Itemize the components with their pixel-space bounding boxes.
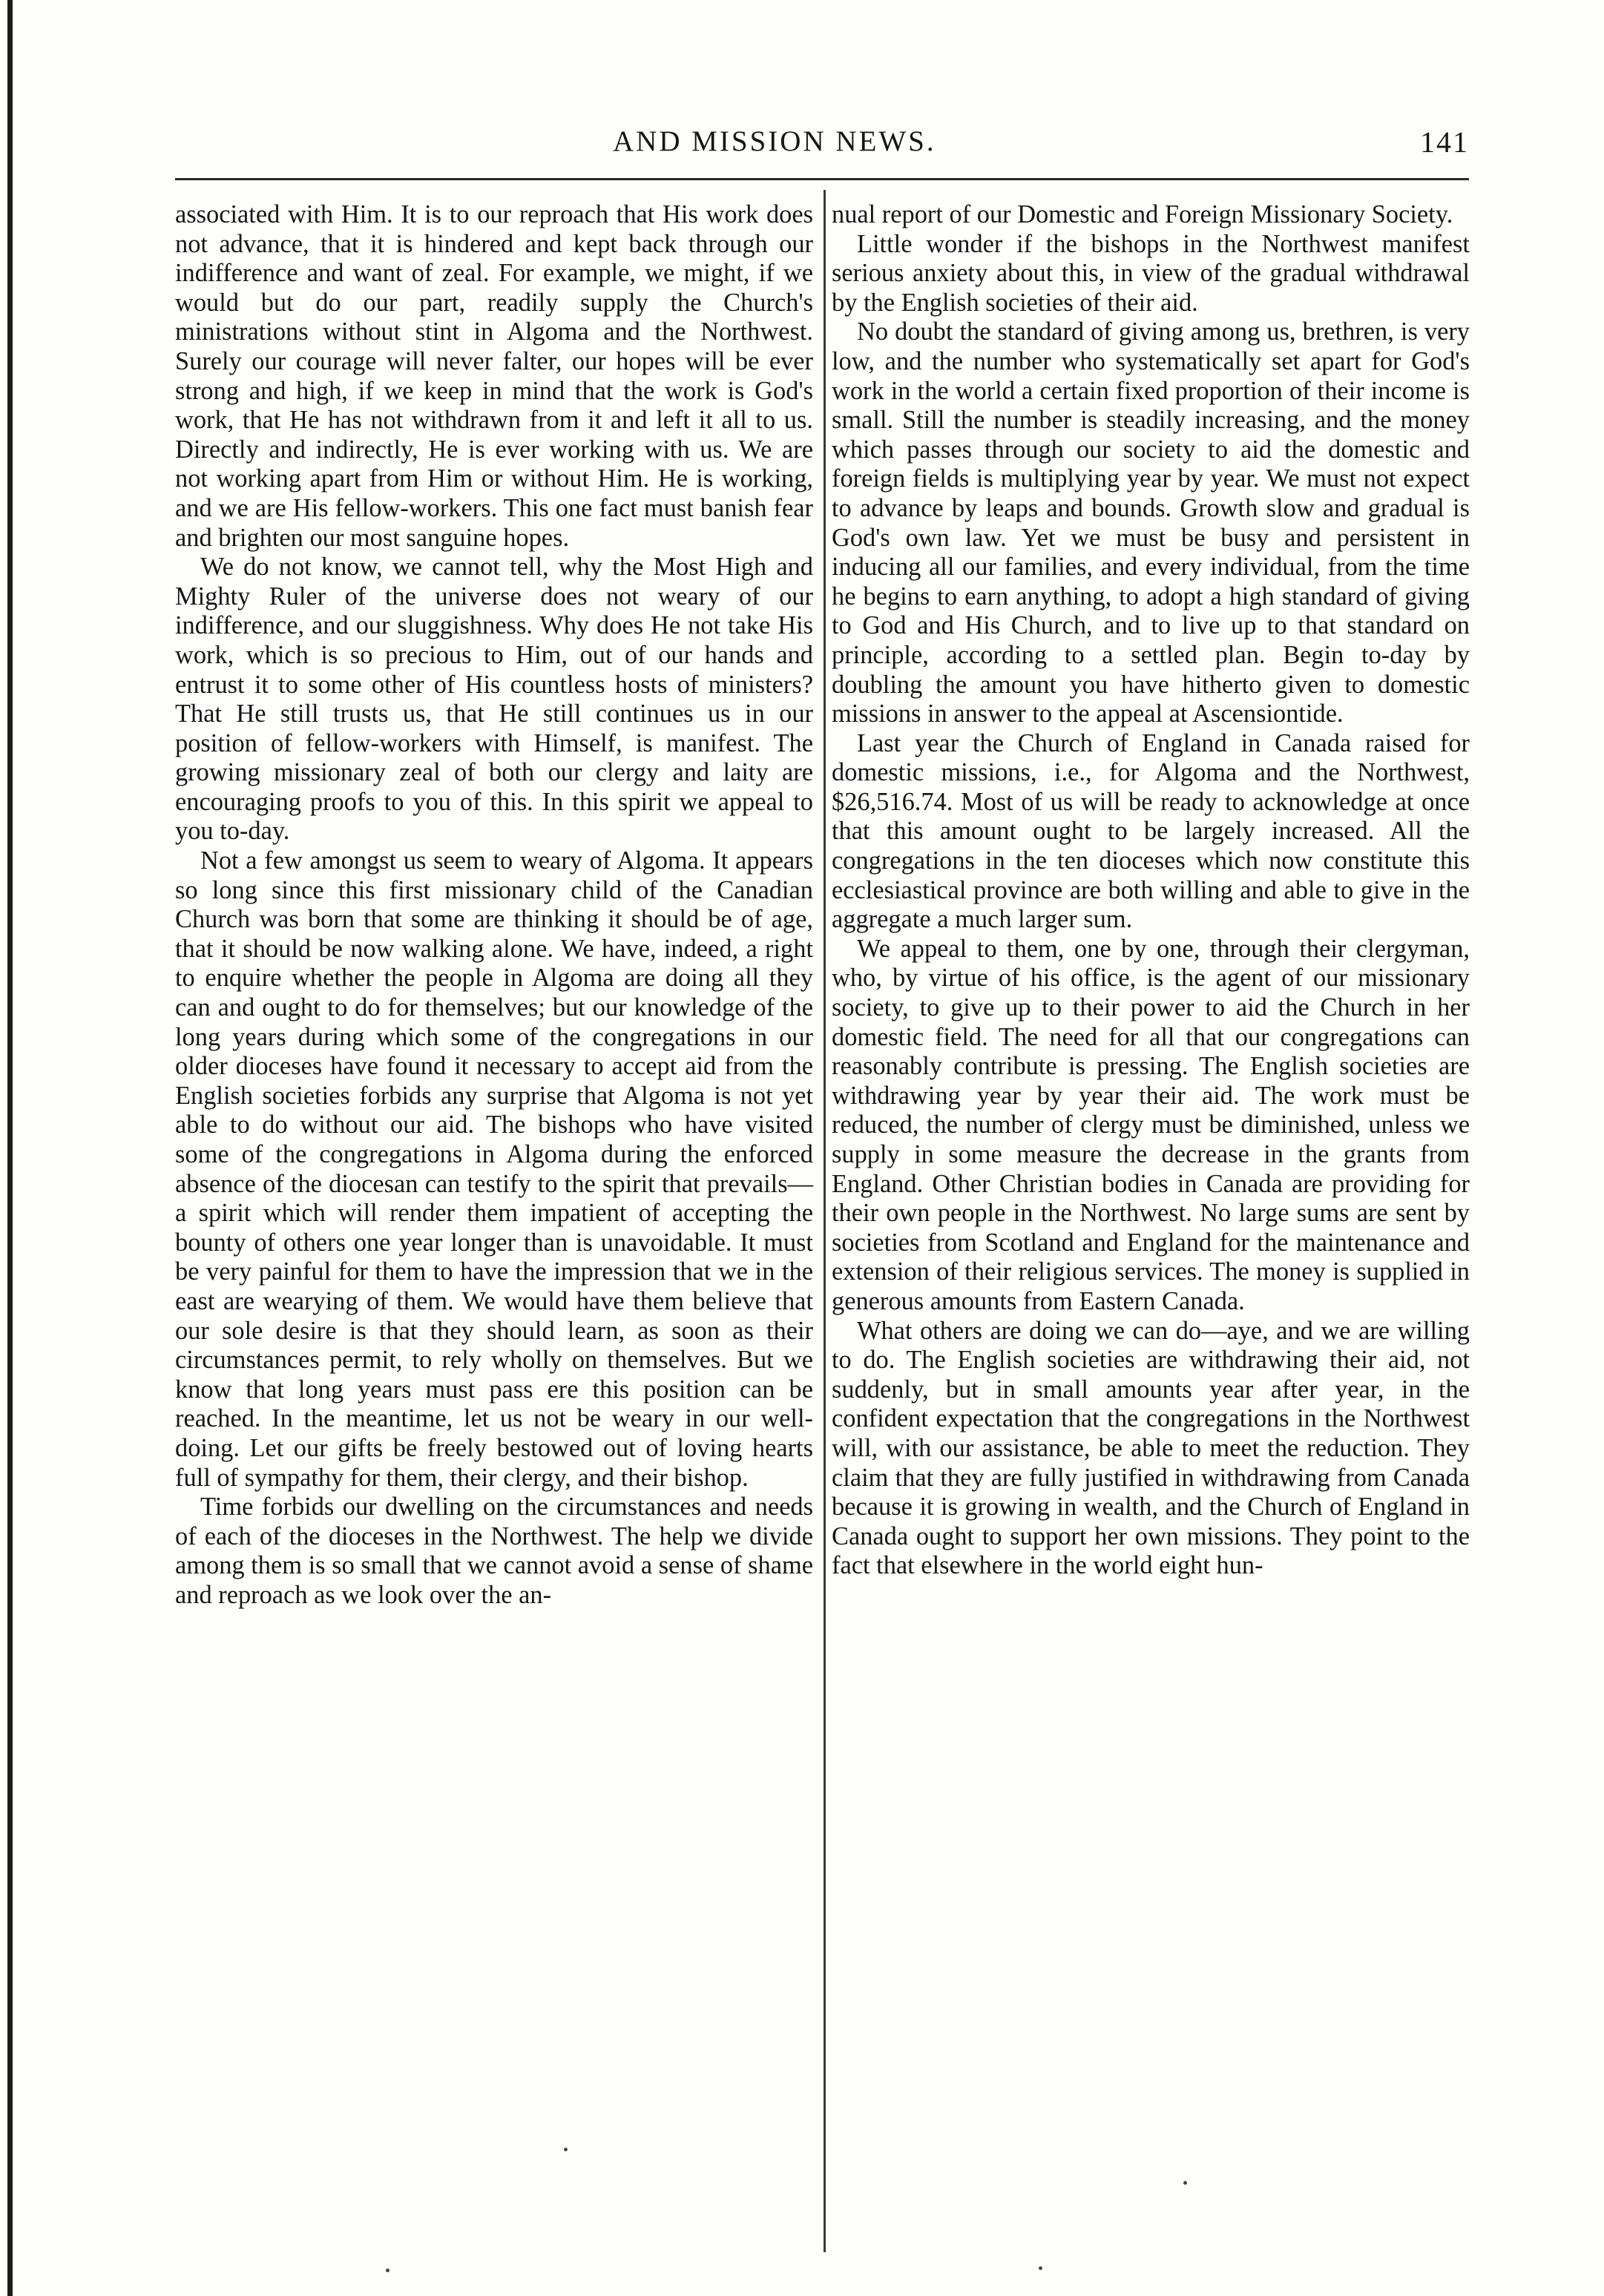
paragraph: We appeal to them, one by one, through their clergyman, who, by virtue of his office, is the agent of our missionary society, to give up to their power to aid the Church in her domestic field. The need for all that our congregations can reasonably contribute is pressing. The English societies are withdrawing year by year their aid. The work must be reduced, the number of clergy must be diminished, unless we supply in some measure the decrease in the grants from England. Other Christian bodies in Canada are providing for their own people in the Northwest. No large sums are sent by societies from Scotland and England for the maintenance and extension of their religious services. The money is supplied in generous amounts from Eastern Canada. [832, 934, 1470, 1315]
header-rule [175, 178, 1469, 180]
running-head: AND MISSION NEWS. [613, 125, 936, 157]
scan-speck [1039, 2266, 1042, 2270]
paragraph: Last year the Church of England in Canada raised for domestic missions, i.e., for Algoma and the Northwest, $26,516.74. Most of us will be ready to acknowledge at once that this amount ought to be largely increased. All the congregations in the ten dioceses which now constitute this ecclesiastical province are both willing and able to give in the aggregate a much larger sum. [832, 728, 1470, 934]
scan-speck [386, 2269, 390, 2272]
paragraph: nual report of our Domestic and Foreign Missionary Society. [832, 200, 1453, 228]
scan-speck [1183, 2181, 1187, 2185]
paragraph: Little wonder if the bishops in the Northwest manifest serious anxiety about this, in view of the gradual withdrawal by the English societies of their aid. [832, 229, 1470, 317]
paragraph: associated with Him. It is to our reproach that His work does not advance, that it is hindered and kept back through our indifference and want of zeal. For example, we might, if we would but do our part, readily supply the Church's ministrations without stint in Algoma and the Northwest. Surely our courage will never falter, our hopes will be ever strong and high, if we keep in mind that the work is God's work, that He has not withdrawn from it and left it all to us. Directly and indirectly, He is ever working with us. We are not working apart from Him or without Him. He is working, and we are His fellow-workers. This one fact must banish fear and brighten our most sanguine hopes. [175, 200, 813, 552]
right-column [832, 200, 1470, 1581]
column-divider [824, 190, 826, 2252]
scan-speck [564, 2148, 568, 2151]
page-header [175, 125, 1469, 169]
paragraph: No doubt the standard of giving among us, brethren, is very low, and the number who systematically set apart for God's work in the world a certain fixed proportion of their income is small. Still the number is steadily increasing, and the money which passes through our society to aid the domestic and foreign fields is multiplying year by year. We must not expect to advance by leaps and bounds. Growth slow and gradual is God's own law. Yet we must be busy and persistent in inducing all our families, and every individual, from the time he begins to earn anything, to adopt a high standard of giving to God and His Church, and to live up to that standard on principle, according to a settled plan. Begin to-day by doubling the amount you have hitherto given to domestic missions in answer to the appeal at Ascensiontide. [832, 318, 1470, 728]
paragraph: Time forbids our dwelling on the circumstances and needs of each of the dioceses in the Northwest. The help we divide among them is so small that we cannot avoid a sense of shame and reproach as we look over the an- [175, 1493, 813, 1609]
paragraph: We do not know, we cannot tell, why the Most High and Mighty Ruler of the universe does not weary of our indifference, and our sluggishness. Why does He not take His work, which is so precious to Him, out of our hands and entrust it to some other of His countless hosts of ministers? That He still trusts us, that He still continues us in our position of fellow-workers with Himself, is manifest. The growing missionary zeal of both our clergy and laity are encouraging proofs to you of this. In this spirit we appeal to you to-day. [175, 553, 813, 846]
paragraph: Not a few amongst us seem to weary of Algoma. It appears so long since this first missionary child of the Canadian Church was born that some are thinking it should be of age, that it should be now walking alone. We have, indeed, a right to enquire whether the people in Algoma are doing all they can and ought to do for themselves; but our knowledge of the long years during which some of the congregations in our older dioceses have found it necessary to accept aid from the English societies forbids any surprise that Algoma is not yet able to do without our aid. The bishops who have visited some of the congregations in Algoma during the enforced absence of the diocesan can testify to the spirit that prevails—a spirit which will render them impatient of accepting the bounty of others one year longer than is unavoidable. It must be very painful for them to have the impression that we in the east are wearying of them. We would have them believe that our sole desire is that they should learn, as soon as their circumstances permit, to rely wholly on themselves. But we know that long years must pass ere this position can be reached. In the meantime, let us not be weary in our well-doing. Let our gifts be freely bestowed out of loving hearts full of sympathy for them, their clergy, and their bishop. [175, 846, 813, 1492]
page-number: 141 [1420, 125, 1469, 159]
paragraph: What others are doing we can do—aye, and we are willing to do. The English societies are withdrawing their aid, not suddenly, but in small amounts year after year, in the confident expectation that the congregations in the Northwest will, with our assistance, be able to meet the reduction. They claim that they are fully justified in withdrawing from Canada because it is growing in wealth, and the Church of England in Canada ought to support her own missions. They point to the fact that elsewhere in the world eight hun- [832, 1316, 1470, 1580]
left-column [175, 200, 813, 1611]
binding-edge [7, 0, 13, 2296]
